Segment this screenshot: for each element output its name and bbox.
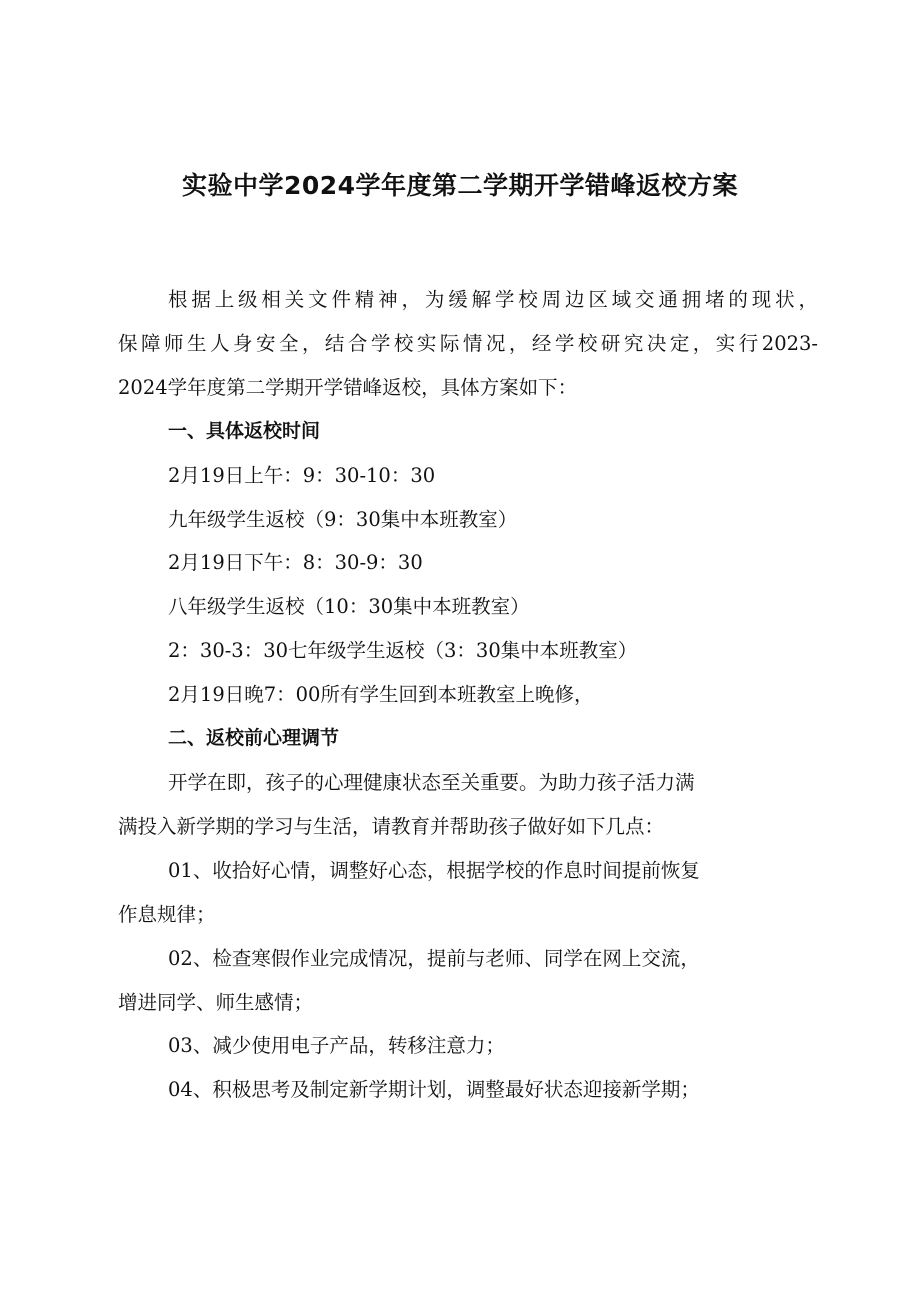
schedule-line-6: 2月19日晚7：00所有学生回到本班教室上晚修， bbox=[168, 683, 594, 707]
item-1-line-1: 01、收拾好心情，调整好心态，根据学校的作息时间提前恢复 bbox=[168, 858, 700, 882]
intro-line-1: 根据上级相关文件精神，为缓解学校周边区域交通拥堵的现状， bbox=[168, 288, 818, 311]
section-2-heading: 二、返校前心理调节 bbox=[168, 727, 340, 750]
item-4: 04、积极思考及制定新学期计划，调整最好状态迎接新学期； bbox=[168, 1078, 700, 1102]
schedule-line-1: 2月19日上午：9：30-10：30 bbox=[168, 463, 436, 487]
item-2-line-1: 02、检查寒假作业完成情况，提前与老师、同学在网上交流， bbox=[168, 946, 700, 970]
document-title: 实验中学2024学年度第二学期开学错峰返校方案 bbox=[181, 171, 739, 200]
intro-line-2: 保障师生人身安全，结合学校实际情况，经学校研究决定，实行2023- bbox=[118, 331, 818, 355]
schedule-line-3: 2月19日下午：8：30-9：30 bbox=[168, 551, 423, 575]
item-2-line-2: 增进同学、师生感情； bbox=[118, 990, 314, 1014]
document-body bbox=[118, 278, 818, 1112]
section-1-heading: 一、具体返校时间 bbox=[168, 419, 321, 442]
schedule-line-5: 2：30-3：30七年级学生返校（3：30集中本班教室） bbox=[168, 639, 638, 663]
section-2-para-line-2: 满投入新学期的学习与生活，请教育并帮助孩子做好如下几点： bbox=[118, 814, 665, 838]
intro-line-3: 2024学年度第二学期开学错峰返校，具体方案如下： bbox=[118, 375, 578, 399]
schedule-line-4: 八年级学生返校（10：30集中本班教室） bbox=[168, 595, 530, 619]
section-2-para-line-1: 开学在即，孩子的心理健康状态至关重要。为助力孩子活力满 bbox=[168, 770, 695, 794]
schedule-line-2: 九年级学生返校（9：30集中本班教室） bbox=[168, 507, 518, 531]
item-3: 03、减少使用电子产品，转移注意力； bbox=[168, 1034, 505, 1058]
item-1-line-2: 作息规律； bbox=[118, 902, 216, 926]
